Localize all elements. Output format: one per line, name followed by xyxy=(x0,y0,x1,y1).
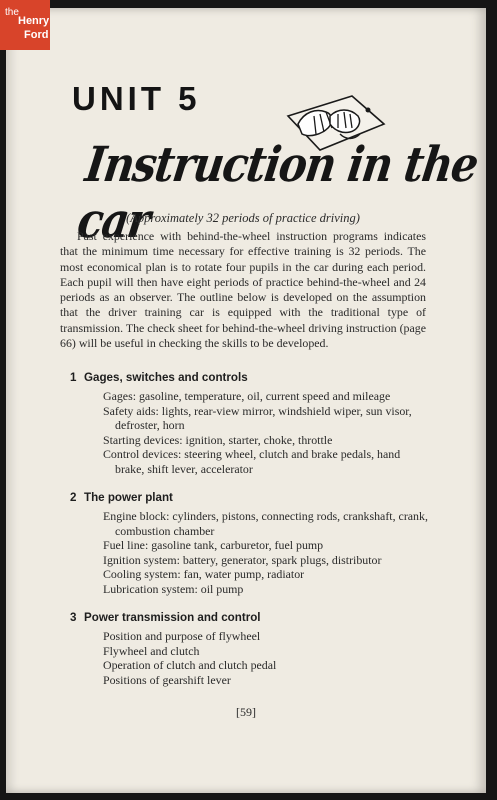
list-item: Position and purpose of flywheel xyxy=(103,629,261,643)
list-item: Fuel line: gasoline tank, carburetor, fuel pump xyxy=(103,538,324,553)
list-item: Flywheel and clutch xyxy=(103,643,200,658)
section-heading: 1 Gages, switches and controls xyxy=(70,371,248,384)
list-item: Operation of clutch and clutch pedal xyxy=(103,658,277,673)
list-item: Ignition system: battery, generator, spark plugs, distributor xyxy=(103,552,382,567)
list-item: Safety aids: lights, rear-view mirror, windshield wiper, sun visor, defroster, horn xyxy=(103,403,412,433)
section-3 xyxy=(70,611,430,687)
list-item: Gages: gasoline, temperature, oil, current speed and mileage xyxy=(103,389,391,403)
list-item: Positions of gearshift lever xyxy=(103,672,231,687)
henry-ford-logo[interactable] xyxy=(0,0,50,50)
intro-block xyxy=(60,211,426,351)
section-heading: 3 Power transmission and control xyxy=(70,611,261,624)
list-item: Lubrication system: oil pump xyxy=(103,581,244,596)
book-page xyxy=(6,8,486,793)
unit-heading: UNIT 5 xyxy=(72,80,201,117)
page-title: Instruction in the car xyxy=(74,136,481,249)
subtitle: (Approximately 32 periods of practice driving) xyxy=(126,211,360,225)
logo-line-3: Ford xyxy=(24,29,49,41)
logo-line-1: the xyxy=(5,7,19,18)
intro-paragraph: Past experience with behind-the-wheel instruction programs indicates that the minimum time necessary for effective training is 32 periods. The most economical plan is to rotate four pupils in the car during each period. Each pupil will then have eight periods of practice behind-the-wheel and 24 periods as an observer. The outline below is developed on the assumption that the driver training car is equipped with the traditional type of transmission. The check sheet for behind-the-wheel driving instruction (page 66) will be useful in checking the skills to be developed. xyxy=(60,229,426,351)
section-heading: 2 The power plant xyxy=(70,491,173,504)
list-item: Engine block: cylinders, pistons, connecting rods, crankshaft, crank, combustion chamber xyxy=(103,509,428,538)
list-item: Starting devices: ignition, starter, choke, throttle xyxy=(103,432,333,447)
section-1 xyxy=(70,371,430,477)
logo-line-2: Henry xyxy=(18,15,50,27)
section-2 xyxy=(70,491,430,597)
list-item: Cooling system: fan, water pump, radiator xyxy=(103,567,305,582)
list-item: Control devices: steering wheel, clutch and brake pedals, hand brake, shift lever, accelerator xyxy=(103,447,401,476)
page-number: [59] xyxy=(236,705,256,719)
